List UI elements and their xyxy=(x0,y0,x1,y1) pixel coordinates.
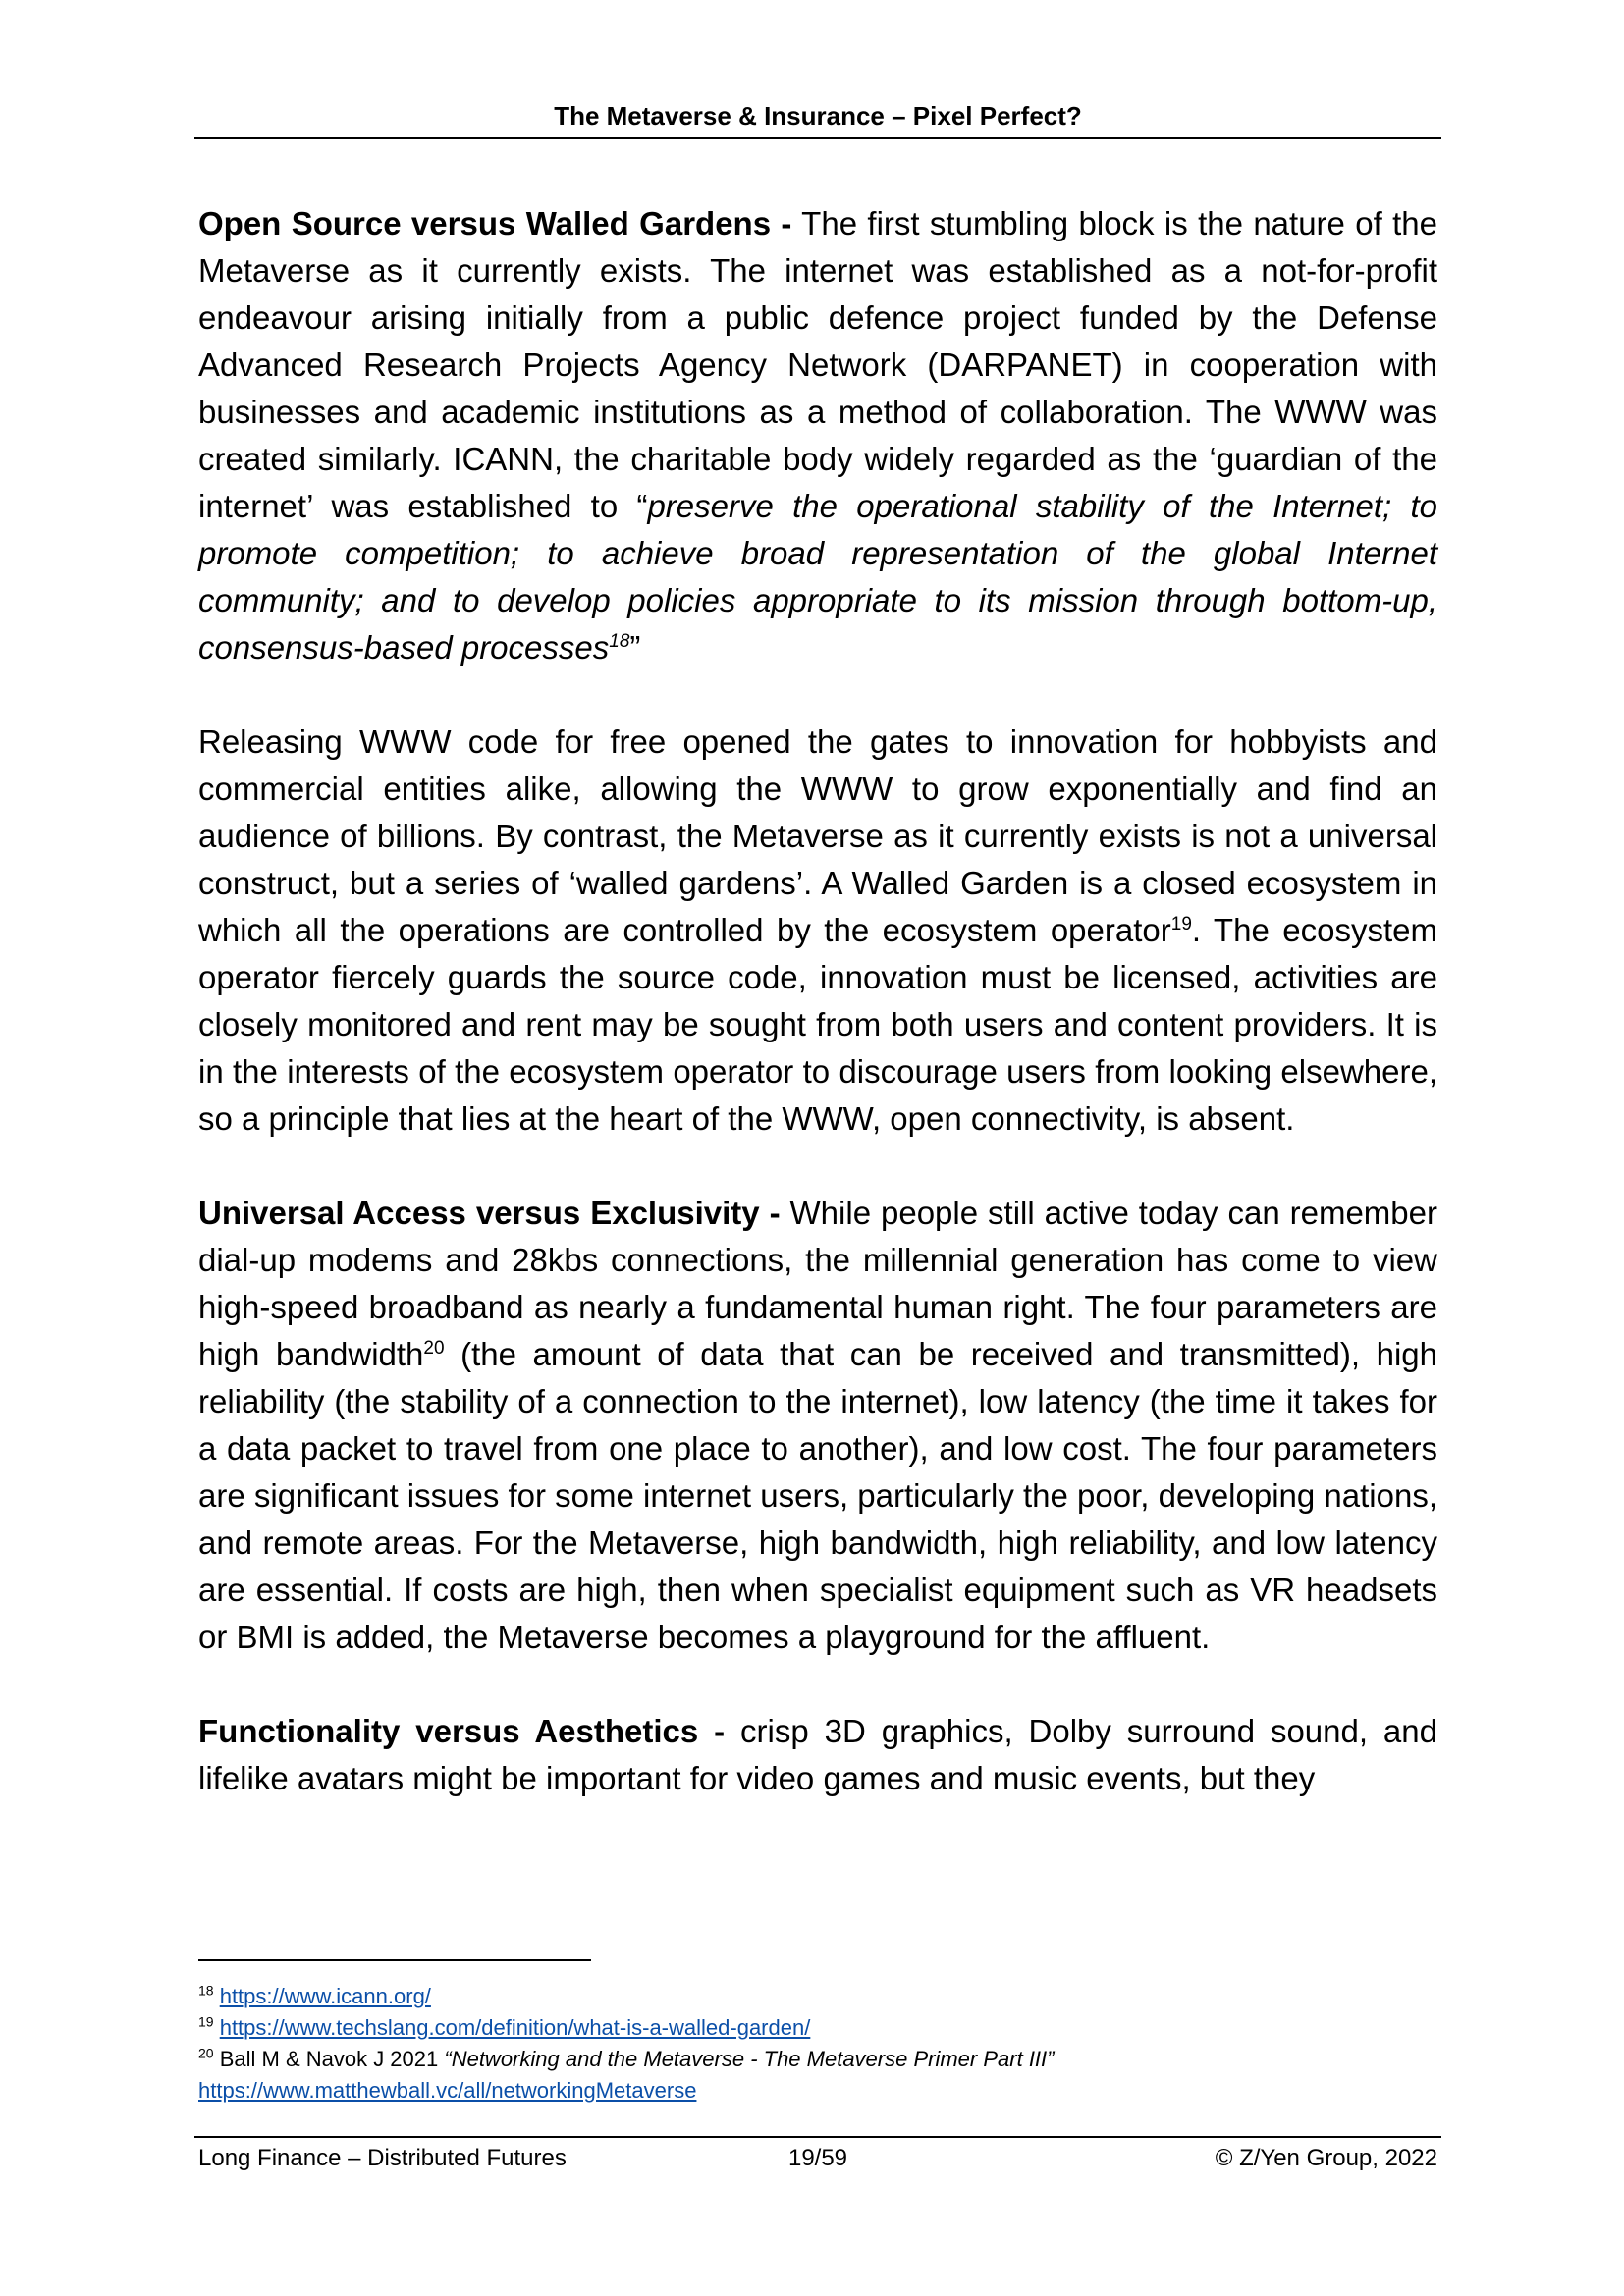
footnote-authors: Ball M & Navok J 2021 xyxy=(219,2047,445,2071)
footer-divider xyxy=(194,2136,1441,2138)
paragraph-universal-access xyxy=(198,1190,1437,1661)
footnotes xyxy=(198,1981,1437,2107)
closing-quote-mark: ” xyxy=(629,629,641,666)
page-number: 19/59 xyxy=(787,2145,848,2171)
footnote-20-link-line xyxy=(198,2075,1437,2107)
footer-copyright: © Z/Yen Group, 2022 xyxy=(1215,2145,1437,2171)
paragraph-text-continued: (the amount of data that can be received and transmitted), high reliability (the stability of a connection to the internet), low latency (the time it takes for a data packet to travel from one place to another), and low cost. The four parameters are significant issues for some internet users, particularly the poor, developing nations, and remote areas. For the Metaverse, high bandwidth, high reliability, and low latency are essential. If costs are high, then when specialist equipment such as VR headsets or BMI is added, the Metaverse becomes a playground for the affluent. xyxy=(198,1336,1438,1655)
icann-quote: preserve the operational stability of the Internet; to promote competition; to achieve broad representation of the global Internet community; and to develop policies appropriate to its mission through bottom-up, consensus-based processes xyxy=(198,488,1437,666)
header-divider xyxy=(194,137,1441,139)
footer-publisher: Long Finance – Distributed Futures xyxy=(198,2145,567,2171)
footnote-ref-18[interactable]: 18 xyxy=(609,631,630,652)
section-heading-universal-access: Universal Access versus Exclusivity - xyxy=(198,1195,781,1231)
footnote-number: 18 xyxy=(198,1982,214,1999)
footnote-number: 19 xyxy=(198,2013,214,2030)
running-header: The Metaverse & Insurance – Pixel Perfect? xyxy=(554,101,1082,131)
footnote-divider xyxy=(198,1959,591,1961)
footnote-20 xyxy=(198,2044,1437,2075)
footnote-link-techslang[interactable]: https://www.techslang.com/definition/what-is-a-walled-garden/ xyxy=(219,2015,811,2040)
footnote-19 xyxy=(198,2012,1437,2044)
body-text xyxy=(198,200,1437,1802)
paragraph-text: Releasing WWW code for free opened the gates to innovation for hobbyists and commercial entities alike, allowing the WWW to grow exponentially and find an audience of billions. By contrast, the Metaverse as it currently exists is not a universal construct, but a series of ‘walled gardens’. A Walled Garden is a closed ecosystem in which all the operations are controlled by the ecosystem operator xyxy=(198,723,1437,948)
footnote-ref-19[interactable]: 19 xyxy=(1170,914,1192,934)
paragraph-functionality xyxy=(198,1708,1437,1802)
footnote-title: “Networking and the Metaverse - The Metaverse Primer Part III” xyxy=(444,2047,1055,2071)
footnote-18 xyxy=(198,1981,1437,2012)
section-heading-functionality: Functionality versus Aesthetics - xyxy=(198,1713,726,1749)
paragraph-open-source xyxy=(198,200,1437,671)
paragraph-text-continued: . The ecosystem operator fiercely guards the source code, innovation must be licensed, activities are closely monitored and rent may be sought from both users and content providers. It is in the interests of the ecosystem operator to discourage users from looking elsewhere, so a principle that lies at the heart of the WWW, open connectivity, is absent. xyxy=(198,912,1437,1137)
paragraph-walled-gardens xyxy=(198,719,1437,1143)
footnote-link-icann[interactable]: https://www.icann.org/ xyxy=(219,1984,431,2008)
footnote-ref-20[interactable]: 20 xyxy=(423,1338,445,1359)
page-footer xyxy=(198,2142,1437,2175)
footnote-link-matthewball[interactable]: https://www.matthewball.vc/all/networkingMetaverse xyxy=(198,2078,697,2103)
paragraph-text: The first stumbling block is the nature of the Metaverse as it currently exists. The internet was established as a not-for-profit endeavour arising initially from a public defence project funded by the Defense Advanced Research Projects Agency Network (DARPANET) in cooperation with businesses and academic institutions as a method of collaboration. The WWW was created similarly. ICANN, the charitable body widely regarded as the ‘guardian of the internet’ was established to “ xyxy=(198,205,1438,524)
footnote-number: 20 xyxy=(198,2045,214,2061)
section-heading-open-source: Open Source versus Walled Gardens - xyxy=(198,205,792,241)
paragraph-text: crisp 3D graphics, Dolby surround sound, and lifelike avatars might be important for video games and music events, but they xyxy=(198,1713,1437,1796)
paragraph-text: While people still active today can remember dial-up modems and 28kbs connections, the millennial generation has come to view high-speed broadband as nearly a fundamental human right. The four parameters are high bandwidth xyxy=(198,1195,1437,1372)
